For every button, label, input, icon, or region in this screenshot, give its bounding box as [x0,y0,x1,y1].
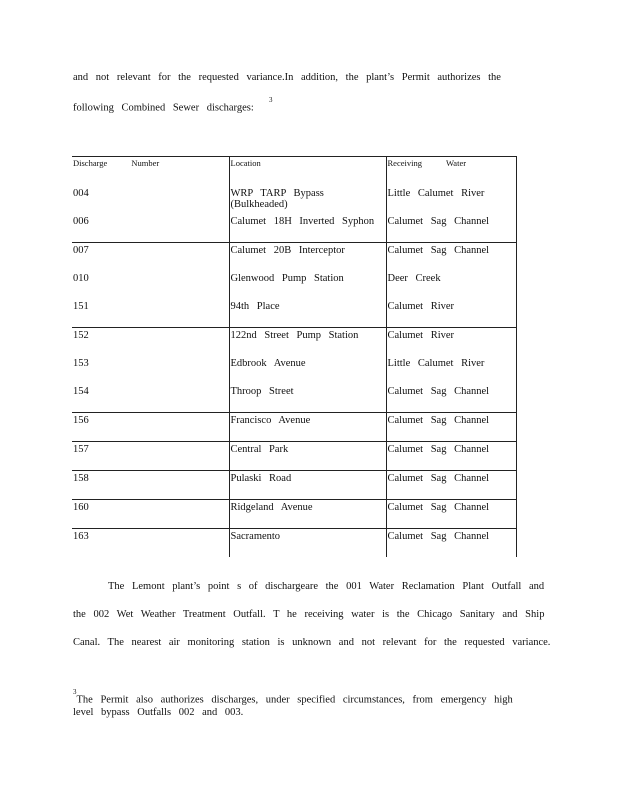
intro-line-1: and not relevant for the requested variance.In addition, the plant’s Permit authorizes the [73,72,501,83]
cell-location-line1: WRP TARP Bypass [230,188,324,199]
cell-receiving: Calumet River [386,299,516,328]
cell-discharge: 154 [73,386,89,397]
cell-location: Pulaski Road [229,471,386,500]
cell-receiving: Calumet Sag Channel [386,413,516,442]
cell-receiving: Little Calumet River [386,182,516,214]
table-row [72,243,516,272]
cell-discharge: 010 [73,273,89,284]
paragraph-line-1: The Lemont plant’s point s of dischargeare the 001 Water Reclamation Plant Outfall and [108,581,545,592]
cell-location: Ridgeland Avenue [229,500,386,529]
table-row [72,413,516,442]
table-row [72,384,516,413]
cell-receiving: Calumet Sag Channel [386,384,516,413]
footnote-text-1: The Permit also authorizes discharges, under specified circumstances, from emergency high [76,694,513,706]
table-row [72,471,516,500]
table-row [72,356,516,384]
cell-discharge: 004 [73,188,89,199]
table-row [72,328,516,357]
cell-location [229,182,386,214]
cell-receiving: Deer Creek [386,271,516,299]
header-discharge-number [72,157,229,183]
cell-discharge: 006 [73,216,89,227]
cell-location: Calumet 18H Inverted Syphon [229,214,386,243]
cell-location: Calumet 20B Interceptor [229,243,386,272]
header-receiving: Receiving [387,158,422,168]
cell-receiving: Calumet River [386,328,516,357]
cell-discharge: 152 [72,328,229,357]
table-row [72,271,516,299]
cell-location: Glenwood Pump Station [229,271,386,299]
cell-discharge: 153 [73,358,89,369]
footnote-line-1 [73,688,513,706]
table-row [72,299,516,328]
cell-location: Throop Street [229,384,386,413]
header-receiving-water [386,157,516,183]
cell-discharge: 151 [73,301,89,312]
combined-sewer-discharges-table [72,156,517,557]
header-discharge: Discharge [73,158,108,168]
cell-receiving: Calumet Sag Channel [386,529,516,558]
footnote-marker: 3 [73,688,77,696]
header-location: Location [229,157,386,183]
cell-location: Francisco Avenue [229,413,386,442]
cell-receiving: Calumet Sag Channel [386,243,516,272]
cell-location: Central Park [229,442,386,471]
cell-discharge: 163 [72,529,229,558]
intro-line-2 [73,96,273,114]
cell-discharge: 157 [72,442,229,471]
footnote-reference: 3 [269,96,273,104]
cell-location: 94th Place [229,299,386,328]
cell-receiving: Little Calumet River [386,356,516,384]
cell-receiving: Calumet Sag Channel [386,442,516,471]
table-row [72,182,516,214]
cell-receiving: Calumet Sag Channel [386,500,516,529]
cell-discharge: 158 [72,471,229,500]
cell-location: 122nd Street Pump Station [229,328,386,357]
cell-receiving: Calumet Sag Channel [386,471,516,500]
table-row [72,214,516,243]
table-row [72,500,516,529]
table-row [72,529,516,558]
header-water: Water [445,158,467,168]
cell-location: Edbrook Avenue [229,356,386,384]
table-row [72,442,516,471]
cell-location: Sacramento [229,529,386,558]
cell-discharge: 160 [72,500,229,529]
paragraph-line-3: Canal. The nearest air monitoring station is unknown and not relevant for the requested variance. [73,637,551,648]
cell-discharge: 156 [72,413,229,442]
header-number: Number [131,158,160,168]
intro-line-2-text: following Combined Sewer discharges: [73,102,254,114]
cell-discharge: 007 [72,243,229,272]
paragraph-line-2: the 002 Wet Weather Treatment Outfall. T he receiving water is the Chicago Sanitary and Ship [73,609,545,620]
footnote-line-2: level bypass Outfalls 002 and 003. [73,707,244,718]
cell-receiving: Calumet Sag Channel [386,214,516,243]
table-header-row [72,157,516,183]
cell-location-line2: (Bulkheaded) [230,199,288,210]
